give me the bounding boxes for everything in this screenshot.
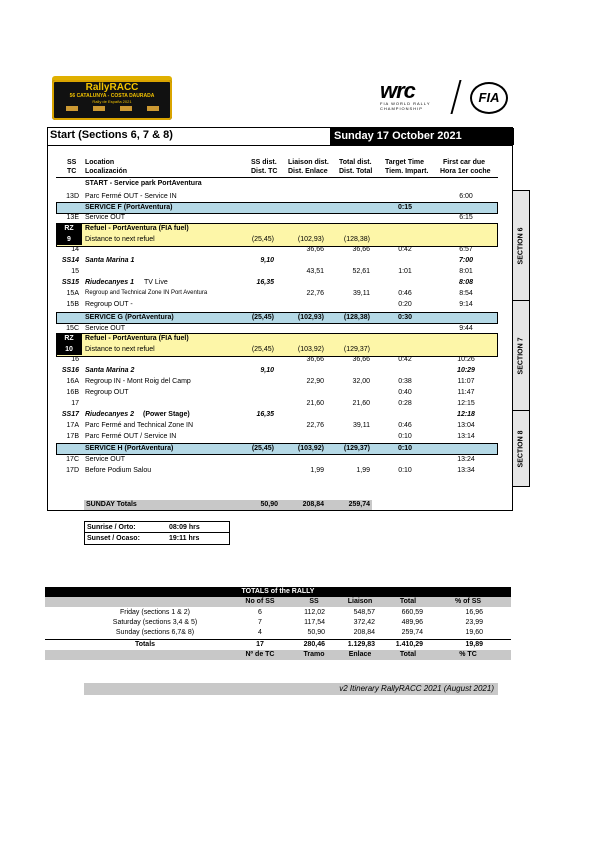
rally-totals-row — [45, 608, 511, 618]
row-liaison: 21,60 — [306, 400, 324, 407]
itinerary-row — [0, 409, 593, 420]
fia-logo: FIA — [470, 82, 508, 114]
totals-cell-lia: 208,84 — [353, 629, 375, 636]
refuel-row — [0, 223, 593, 234]
section-label: SECTION 7 — [517, 337, 525, 375]
col-liaison: Liaison dist. — [288, 159, 329, 166]
totals-cell-n: 6 — [258, 609, 262, 616]
row-liaison: 22,76 — [306, 290, 324, 297]
row-first-car: 13:24 — [457, 456, 475, 463]
totals-cell-label: Friday (sections 1 & 2) — [119, 609, 191, 616]
wrc-logo — [380, 78, 450, 111]
row-tc: 17 — [71, 400, 79, 407]
col-tc: TC — [67, 168, 77, 175]
row-first-car: 13:34 — [457, 467, 475, 474]
logo-line2: 56 CATALUNYA - COSTA DAURADA — [69, 93, 155, 99]
row-location: Santa Marina 1 — [85, 257, 135, 264]
row-first-car: 6:00 — [459, 193, 473, 200]
row-first-car: 6:57 — [459, 246, 473, 253]
service-total: (128,38) — [343, 314, 370, 321]
row-tc: 15C — [66, 325, 79, 332]
refuel-lia: (103,92) — [297, 346, 324, 353]
tf-pct-tc: % TC — [459, 651, 477, 658]
row-liaison: 36,66 — [306, 246, 324, 253]
service-ss-dist: (25,45) — [251, 314, 274, 321]
totals-number-ss: 17 — [256, 641, 264, 648]
itinerary-row — [0, 398, 593, 409]
row-total: 21,60 — [352, 400, 370, 407]
itinerary-row — [0, 244, 593, 255]
row-tc: 17C — [66, 456, 79, 463]
row-location: Riudecanyes 1 — [85, 279, 135, 286]
itinerary-row — [0, 420, 593, 431]
itinerary-row — [0, 387, 593, 398]
row-tc: 16 — [71, 356, 79, 363]
refuel-lia: (102,93) — [297, 236, 324, 243]
row-location: Service OUT — [85, 325, 126, 332]
rally-totals-row — [45, 618, 511, 628]
service-total: (129,37) — [343, 445, 370, 452]
row-location: Parc Fermé and Technical Zone IN — [85, 422, 194, 429]
itinerary-row — [0, 191, 593, 202]
row-first-car: 13:14 — [457, 433, 475, 440]
row-total: 36,66 — [352, 356, 370, 363]
row-first-car: 10:29 — [457, 367, 475, 374]
totals-cell-lia: 372,42 — [353, 619, 375, 626]
totals-cell-lia: 548,57 — [353, 609, 375, 616]
service-row — [0, 312, 593, 323]
service-label: SERVICE G (PortAventura) — [85, 314, 174, 321]
logo-line3: Rally de España 2021 — [92, 99, 132, 104]
itinerary-row — [0, 354, 593, 365]
refuel-tot: (129,37) — [343, 346, 370, 353]
row-ss-dist: 16,35 — [256, 411, 274, 418]
row-first-car: 9:44 — [459, 325, 473, 332]
row-location: START - Service park PortAventura — [85, 180, 202, 187]
row-tc: SS15 — [61, 279, 79, 286]
service-row — [0, 443, 593, 454]
totals-cell-pct: 23,99 — [465, 619, 483, 626]
row-tc: 15 — [71, 268, 79, 275]
tf-total: Total — [399, 651, 417, 658]
service-liaison: (103,92) — [297, 445, 324, 452]
service-target: 0:30 — [397, 314, 412, 321]
totals-cell-ss: 117,54 — [304, 619, 325, 626]
refuel-title: Refuel - PortAventura (FIA fuel) — [85, 225, 189, 232]
th-ss: SS — [309, 598, 319, 605]
rally-totals-footer — [45, 650, 511, 660]
row-first-car: 7:00 — [458, 257, 473, 264]
row-target-time: 0:42 — [398, 356, 412, 363]
itinerary-row — [0, 465, 593, 476]
itinerary-row — [0, 266, 593, 277]
row-target-time: 0:40 — [398, 389, 412, 396]
row-location: Regroup OUT - — [85, 301, 133, 308]
totals-cell-pct: 16,96 — [465, 609, 483, 616]
itinerary-header — [47, 127, 513, 146]
service-target: 0:10 — [397, 445, 412, 452]
row-total: 32,00 — [352, 378, 370, 385]
row-location: Service OUT — [85, 214, 126, 221]
service-label: SERVICE F (PortAventura) — [85, 204, 173, 211]
row-tc: 17B — [66, 433, 79, 440]
row-first-car: 11:07 — [457, 378, 475, 385]
sunday-totals-row — [84, 500, 372, 510]
sunrise-value: 08:09 hrs — [169, 524, 200, 531]
row-total: 36,66 — [352, 246, 370, 253]
row-location: Regroup OUT — [85, 389, 129, 396]
row-tc: 17A — [66, 422, 79, 429]
rallyracc-logo — [52, 80, 172, 120]
document-footer — [84, 683, 498, 695]
row-first-car: 11:47 — [457, 389, 475, 396]
itinerary-row — [0, 255, 593, 266]
row-target-time: 0:28 — [398, 400, 412, 407]
row-first-car: 8:54 — [459, 290, 473, 297]
row-location: Regroup and Technical Zone IN Port Aventura — [85, 290, 208, 296]
sun-divider — [85, 532, 229, 533]
row-first-car: 13:04 — [457, 422, 475, 429]
row-first-car: 12:15 — [457, 400, 475, 407]
row-tc: SS16 — [61, 367, 79, 374]
service-label: SERVICE H (PortAventura) — [85, 445, 174, 452]
refuel-row — [0, 344, 593, 355]
row-first-car: 8:01 — [459, 268, 473, 275]
sunday-totals-label: SUNDAY Totals — [86, 501, 137, 508]
wrc-logo-sub: FIA WORLD RALLY CHAMPIONSHIP — [380, 101, 431, 111]
row-liaison: 43,51 — [306, 268, 324, 275]
tf-number-tc: Nº de TC — [245, 651, 275, 658]
row-tc: 16A — [66, 378, 79, 385]
col-target: Target Time — [385, 159, 425, 166]
row-location: Parc Fermé OUT - Service IN — [85, 193, 177, 200]
row-target-time: 0:42 — [398, 246, 412, 253]
rz-number: 9 — [67, 236, 71, 243]
refuel-distance-label: Distance to next refuel — [85, 346, 155, 353]
totals-total: 1.410,29 — [395, 641, 423, 648]
itinerary-row — [0, 365, 593, 376]
row-ss-dist: 9,10 — [260, 257, 274, 264]
col-location: Location — [85, 159, 115, 166]
col-total-es: Dist. Total — [339, 168, 373, 175]
itinerary-row — [0, 212, 593, 223]
th-number-ss: No of SS — [245, 598, 275, 605]
row-tc: 15B — [66, 301, 79, 308]
logo-name: RallyRACC — [85, 82, 139, 93]
service-ss-dist: (25,45) — [251, 445, 274, 452]
row-ss-dist: 16,35 — [256, 279, 274, 286]
sunday-totals-liaison: 208,84 — [302, 501, 324, 508]
row-target-time: 0:46 — [398, 290, 412, 297]
row-location: Parc Fermé OUT / Service IN — [85, 433, 177, 440]
row-first-car: 12:18 — [457, 411, 475, 418]
row-tc: SS17 — [61, 411, 79, 418]
totals-cell-pct: 19,60 — [465, 629, 483, 636]
itinerary-row — [0, 277, 593, 288]
th-pct-ss: % of SS — [454, 598, 482, 605]
refuel-ssd: (25,45) — [251, 236, 274, 243]
row-liaison: 1,99 — [310, 467, 324, 474]
row-tc: 13D — [66, 193, 79, 200]
rz-code: RZ — [64, 225, 74, 232]
row-liaison: 36,66 — [306, 356, 324, 363]
itinerary-row — [0, 431, 593, 442]
sunset-label: Sunset / Ocaso: — [87, 535, 140, 542]
itinerary-row — [0, 288, 593, 299]
row-total: 1,99 — [356, 467, 370, 474]
section-label: SECTION 8 — [517, 430, 525, 467]
row-location: Service OUT — [85, 456, 126, 463]
service-liaison: (102,93) — [297, 314, 324, 321]
refuel-tot: (128,38) — [343, 236, 370, 243]
rz-code: RZ — [64, 335, 74, 342]
totals-liaison: 1.129,83 — [347, 641, 375, 648]
row-tc: SS14 — [61, 257, 79, 264]
logo-sponsors — [52, 106, 172, 111]
row-location: Before Podium Salou — [85, 467, 152, 474]
rz-number: 10 — [65, 346, 73, 353]
rally-totals-row — [45, 628, 511, 638]
footer-version: v2 Itinerary RallyRACC 2021 (August 2021) — [339, 684, 494, 693]
row-liaison: 22,90 — [306, 378, 324, 385]
col-ss: SS — [67, 159, 77, 166]
row-target-time: 1:01 — [398, 268, 412, 275]
col-dist-tc: Dist. TC — [251, 168, 278, 175]
logo-divider — [450, 80, 461, 114]
itinerary-row — [0, 454, 593, 465]
rally-totals-header — [45, 597, 511, 607]
row-target-time: 0:20 — [398, 301, 412, 308]
row-total: 39,11 — [353, 290, 370, 297]
totals-pct: 19,89 — [465, 641, 483, 648]
totals-ss: 280,46 — [303, 641, 325, 648]
row-total: 39,11 — [353, 422, 370, 429]
col-localizacion: Localización — [85, 168, 128, 175]
sunrise-label: Sunrise / Orto: — [87, 524, 136, 531]
row-ss-dist: 9,10 — [260, 367, 274, 374]
sunday-totals-total: 259,74 — [348, 501, 370, 508]
row-tc: 17D — [66, 467, 79, 474]
totals-cell-tot: 489,96 — [401, 619, 423, 626]
refuel-title: Refuel - PortAventura (FIA fuel) — [85, 335, 189, 342]
row-target-time: 0:38 — [398, 378, 412, 385]
tf-tramo: Tramo — [303, 651, 325, 658]
row-liaison: 22,76 — [306, 422, 324, 429]
refuel-ssd: (25,45) — [251, 346, 274, 353]
col-total: Total dist. — [339, 159, 372, 166]
col-first-car-es: Hora 1er coche — [440, 168, 491, 175]
page-title: Start (Sections 6, 7 & 8) — [50, 129, 173, 141]
rally-totals-title: TOTALS of the RALLY — [45, 587, 511, 597]
service-row — [0, 202, 593, 213]
row-location-extra: (Power Stage) — [143, 411, 190, 418]
row-first-car: 8:08 — [458, 279, 473, 286]
totals-cell-ss: 112,02 — [304, 609, 325, 616]
itinerary-row — [0, 178, 593, 189]
col-target-es: Tiem. Impart. — [385, 168, 429, 175]
row-tc: 14 — [71, 246, 79, 253]
row-location: Riudecanyes 2 — [85, 411, 135, 418]
totals-cell-n: 4 — [258, 629, 262, 636]
row-location-extra: TV Live — [144, 279, 168, 286]
sunday-totals-ss: 50,90 — [260, 501, 278, 508]
totals-cell-tot: 259,74 — [401, 629, 423, 636]
totals-cell-tot: 660,59 — [401, 609, 423, 616]
col-ss-dist: SS dist. — [251, 159, 277, 166]
row-location: Regroup IN - Mont Roig del Camp — [85, 378, 191, 385]
th-total: Total — [399, 598, 417, 605]
col-enlace: Dist. Enlace — [288, 168, 328, 175]
refuel-row — [0, 234, 593, 245]
sunset-value: 19:11 hrs — [169, 535, 200, 542]
row-total: 52,61 — [352, 268, 370, 275]
row-tc: 16B — [66, 389, 79, 396]
totals-cell-label: Sunday (sections 6,7& 8) — [115, 629, 195, 636]
section-label: SECTION 6 — [517, 227, 525, 265]
row-target-time: 0:10 — [398, 433, 412, 440]
sun-times — [84, 521, 230, 545]
row-location: Santa Marina 2 — [85, 367, 135, 374]
itinerary-row — [0, 376, 593, 387]
refuel-distance-label: Distance to next refuel — [85, 236, 155, 243]
row-target-time: 0:46 — [398, 422, 412, 429]
row-first-car: 10:26 — [457, 356, 475, 363]
tf-enlace: Enlace — [348, 651, 372, 658]
refuel-row — [0, 333, 593, 344]
totals-label: Totals — [134, 641, 156, 648]
itinerary-row — [0, 299, 593, 310]
row-target-time: 0:10 — [398, 467, 412, 474]
wrc-logo-text: wrc — [380, 78, 415, 103]
page-date: Sunday 17 October 2021 — [330, 128, 514, 145]
th-liaison: Liaison — [347, 598, 373, 605]
rally-totals-sum-row — [45, 640, 511, 650]
totals-cell-n: 7 — [258, 619, 262, 626]
totals-cell-ss: 50,90 — [307, 629, 325, 636]
row-first-car: 6:15 — [459, 214, 473, 221]
row-first-car: 9:14 — [459, 301, 473, 308]
row-tc: 13E — [66, 214, 79, 221]
totals-cell-label: Saturday (sections 3,4 & 5) — [112, 619, 198, 626]
service-target: 0:15 — [397, 204, 412, 211]
col-first-car: First car due — [443, 159, 486, 166]
row-tc: 15A — [66, 290, 79, 297]
